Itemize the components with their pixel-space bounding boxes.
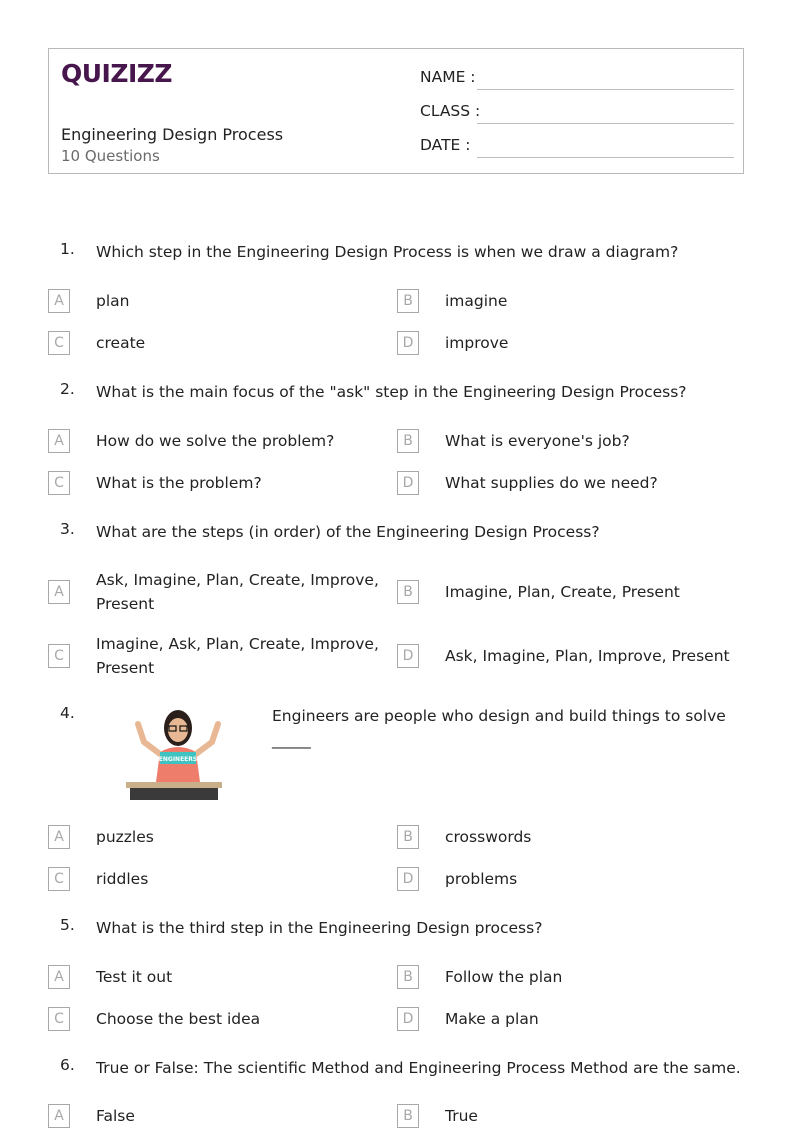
option-text: Ask, Imagine, Plan, Create, Improve, Present <box>96 571 379 613</box>
question-number: 6. <box>60 1056 75 1074</box>
class-line[interactable] <box>477 123 734 124</box>
question-text: What is the main focus of the "ask" step in the Engineering Design Process? <box>96 383 687 401</box>
question-text: Engineers are people who design and build things to solve _____ <box>272 707 726 749</box>
option-letter-box[interactable]: C <box>48 331 70 355</box>
quizizz-logo: QUIZIZZ <box>61 59 173 88</box>
worksheet-header <box>48 48 744 174</box>
question-text: Which step in the Engineering Design Process is when we draw a diagram? <box>96 243 679 261</box>
option-text: Ask, Imagine, Plan, Improve, Present <box>445 647 730 665</box>
option-text: Imagine, Plan, Create, Present <box>445 583 680 601</box>
option-letter-box[interactable]: A <box>48 289 70 313</box>
date-label: DATE : <box>420 136 471 154</box>
option-text: crosswords <box>445 828 532 846</box>
option-letter-box[interactable]: B <box>397 429 419 453</box>
option-letter-box[interactable]: B <box>397 825 419 849</box>
option-letter-box[interactable]: C <box>48 644 70 668</box>
engineer-illustration <box>116 702 256 800</box>
option-text: True <box>445 1107 478 1125</box>
option-text: What supplies do we need? <box>445 474 658 492</box>
option-text: How do we solve the problem? <box>96 432 335 450</box>
question-number: 5. <box>60 916 75 934</box>
option-text: False <box>96 1107 135 1125</box>
option-text: Make a plan <box>445 1010 539 1028</box>
option-letter-box[interactable]: D <box>397 644 419 668</box>
class-label: CLASS : <box>420 102 481 120</box>
option-letter-box[interactable]: B <box>397 1104 419 1128</box>
question-text: What are the steps (in order) of the Engineering Design Process? <box>96 523 600 541</box>
question-count: 10 Questions <box>61 147 160 165</box>
option-text: Choose the best idea <box>96 1010 261 1028</box>
option-text: Test it out <box>96 968 173 986</box>
option-letter-box[interactable]: B <box>397 965 419 989</box>
option-letter-box[interactable]: C <box>48 867 70 891</box>
name-label: NAME : <box>420 68 476 86</box>
option-text: What is everyone's job? <box>445 432 630 450</box>
option-letter-box[interactable]: D <box>397 1007 419 1031</box>
option-letter-box[interactable]: A <box>48 580 70 604</box>
question-number: 1. <box>60 240 75 258</box>
date-field[interactable] <box>420 136 734 158</box>
option-text: What is the problem? <box>96 474 262 492</box>
option-text: create <box>96 334 146 352</box>
option-text: improve <box>445 334 509 352</box>
option-letter-box[interactable]: D <box>397 471 419 495</box>
option-letter-box[interactable]: A <box>48 1104 70 1128</box>
question-number: 2. <box>60 380 75 398</box>
question-number: 4. <box>60 704 75 722</box>
option-letter-box[interactable]: A <box>48 825 70 849</box>
class-field[interactable] <box>420 102 734 124</box>
option-letter-box[interactable]: C <box>48 471 70 495</box>
engineers-sign-text: ENGINEERS <box>158 756 198 763</box>
option-text: Imagine, Ask, Plan, Create, Improve, Present <box>96 635 379 677</box>
option-letter-box[interactable]: B <box>397 580 419 604</box>
date-line[interactable] <box>477 157 734 158</box>
option-letter-box[interactable]: A <box>48 965 70 989</box>
question-text: What is the third step in the Engineering Design process? <box>96 919 543 937</box>
option-letter-box[interactable]: C <box>48 1007 70 1031</box>
option-text: riddles <box>96 870 149 888</box>
option-text: Follow the plan <box>445 968 563 986</box>
question-number: 3. <box>60 520 75 538</box>
name-field[interactable] <box>420 68 734 90</box>
worksheet-title: Engineering Design Process <box>61 125 284 144</box>
question-text: True or False: The scientific Method and Engineering Process Method are the same. <box>96 1059 741 1077</box>
option-letter-box[interactable]: D <box>397 867 419 891</box>
option-text: plan <box>96 292 130 310</box>
option-text: problems <box>445 870 518 888</box>
option-letter-box[interactable]: D <box>397 331 419 355</box>
option-text: puzzles <box>96 828 154 846</box>
name-line[interactable] <box>477 89 734 90</box>
option-letter-box[interactable]: B <box>397 289 419 313</box>
option-text: imagine <box>445 292 508 310</box>
option-letter-box[interactable]: A <box>48 429 70 453</box>
